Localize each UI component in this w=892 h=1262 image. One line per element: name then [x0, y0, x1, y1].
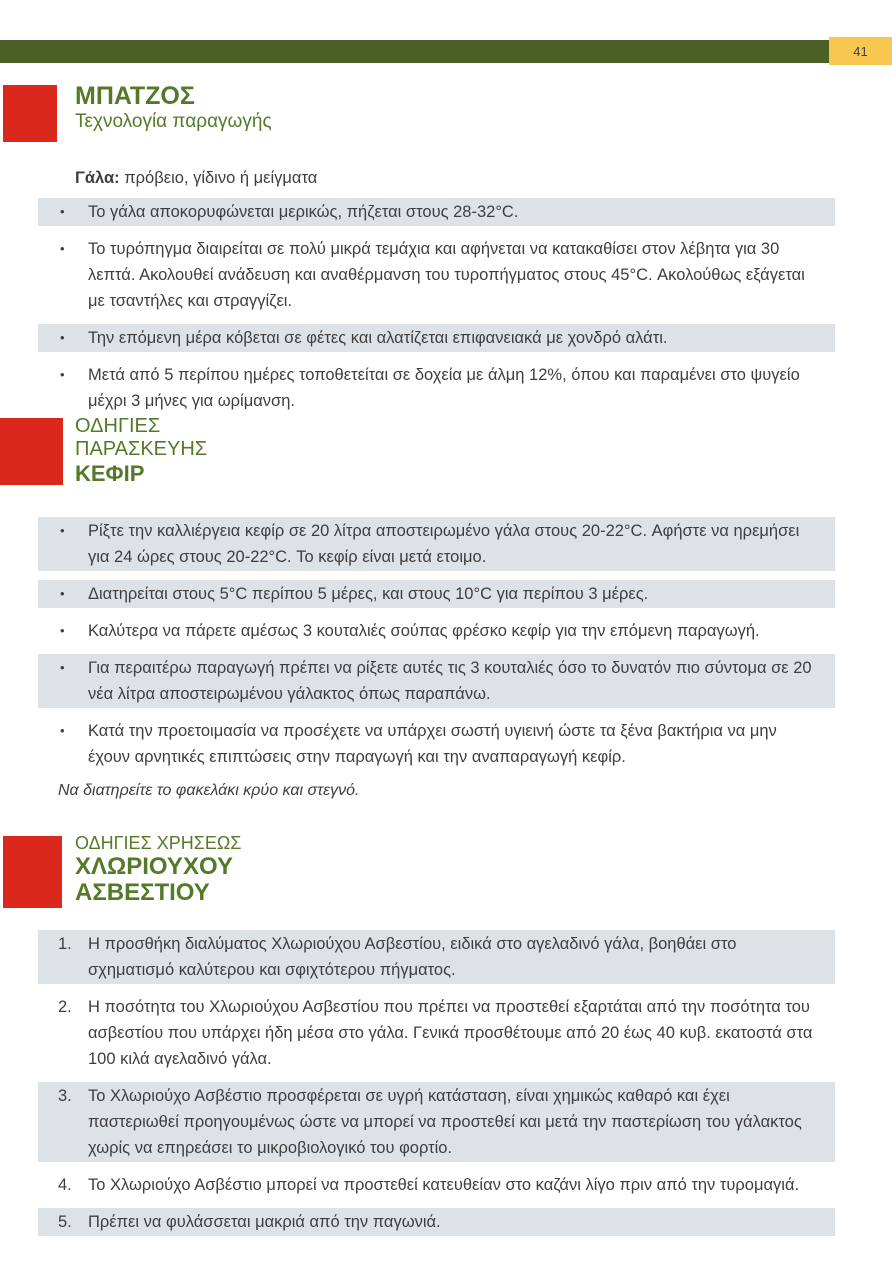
list-item: [38, 617, 835, 645]
bullet-icon: •: [60, 623, 65, 638]
list-item-text: Την επόμενη μέρα κόβεται σε φέτες και αλατίζεται επιφανειακά με χονδρό αλάτι.: [88, 329, 668, 347]
item-number: 3.: [58, 1087, 72, 1105]
list-item-text: Ρίξτε την καλλιέργεια κεφίρ σε 20 λίτρα αποστειρωμένο γάλα στους 20-22°C. Αφήστε να ηρεμήσει για 24 ώρες στους 20-22°C. Το κεφίρ είναι μετά ετοιμο.: [88, 522, 800, 566]
bullet-icon: •: [60, 660, 65, 675]
section-header-calcium-chloride: [3, 833, 242, 908]
section-title-line: ΟΔΗΓΙΕΣ: [75, 415, 161, 437]
keep-sachet-note: Να διατηρείτε το φακελάκι κρύο και στεγνό.: [58, 782, 360, 799]
section-title-line: ΧΛΩΡΙΟΥΧΟΥ: [75, 853, 233, 880]
list-item-text: Για περαιτέρω παραγωγή πρέπει να ρίξετε αυτές τις 3 κουταλιές όσο το δυνατόν πιο σύντομα σε 20 νέα λίτρα αποστειρωμένου γάλακτος όπως παραπάνω.: [88, 659, 812, 703]
kefir-step-list: [38, 517, 835, 771]
section-title-block: [75, 833, 241, 906]
list-item-text: Καλύτερα να πάρετε αμέσως 3 κουταλιές σούπας φρέσκο κεφίρ για την επόμενη παραγωγή.: [88, 622, 760, 640]
bullet-icon: •: [60, 586, 65, 601]
header-bar: [0, 40, 829, 63]
section-marker-square: [3, 85, 57, 142]
list-item-text: Το Χλωριούχο Ασβέστιο μπορεί να προστεθεί κατευθείαν στο καζάνι λίγο πριν από την τυρομαγιά.: [88, 1176, 800, 1194]
section-title-block: [75, 415, 207, 486]
item-number: 5.: [58, 1213, 72, 1231]
bullet-icon: •: [60, 723, 65, 738]
list-item: [38, 198, 835, 226]
bullet-icon: •: [60, 204, 65, 219]
milk-label: Γάλα:: [75, 169, 120, 187]
list-item: [38, 930, 835, 984]
list-item: [38, 1171, 835, 1199]
list-item-text: Διατηρείται στους 5°C περίπου 5 μέρες, και στους 10°C για περίπου 3 μέρες.: [88, 585, 649, 603]
list-item-text: Το τυρόπηγμα διαιρείται σε πολύ μικρά τεμάχια και αφήνεται να κατακαθίσει στον λέβητα για 30 λεπτά. Ακολουθεί ανάδευση και αναθέρμανση του τυροπήγματος στους 45°C. Ακολούθως εξάγεται με τσαντήλες και στραγγίζει.: [88, 240, 805, 310]
section-header-kefir: [0, 415, 208, 486]
list-item: [38, 517, 835, 571]
list-item: [38, 235, 835, 315]
section-subtitle: Τεχνολογία παραγωγής: [75, 111, 272, 132]
bullet-icon: •: [60, 367, 65, 382]
milk-value: πρόβειο, γίδινο ή μείγματα: [124, 169, 318, 187]
page-number: 41: [853, 43, 868, 59]
section-header-batzos: [3, 82, 272, 142]
item-number: 2.: [58, 998, 72, 1016]
list-item-text: Πρέπει να φυλάσσεται μακριά από την παγωνιά.: [88, 1213, 441, 1231]
list-item-text: Μετά από 5 περίπου ημέρες τοποθετείται σε δοχεία με άλμη 12%, όπου και παραμένει στο ψυγείο μέχρι 3 μήνες για ωρίμανση.: [88, 366, 800, 410]
section-title-block: [75, 83, 272, 134]
list-item: [38, 361, 835, 415]
list-item: [38, 580, 835, 608]
calcium-chloride-instruction-list: [38, 930, 835, 1236]
section-title: ΜΠΑΤΖΟΣ: [75, 82, 195, 110]
section-title-line: ΟΔΗΓΙΕΣ ΧΡΗΣΕΩΣ: [75, 833, 242, 853]
bullet-icon: •: [60, 523, 65, 538]
list-item: [38, 717, 835, 771]
item-number: 1.: [58, 935, 72, 953]
section-marker-square: [0, 418, 63, 485]
section-title-line: ΑΣΒΕΣΤΙΟΥ: [75, 879, 210, 906]
section-title-line: ΠΑΡΑΣΚΕΥΗΣ: [75, 438, 208, 460]
list-item: [38, 1082, 835, 1162]
list-item: [38, 654, 835, 708]
list-item-text: Το γάλα αποκορυφώνεται μερικώς, πήζεται στους 28-32°C.: [88, 203, 519, 221]
bullet-icon: •: [60, 330, 65, 345]
list-item: [38, 324, 835, 352]
list-item-text: Το Χλωριούχο Ασβέστιο προσφέρεται σε υγρή κατάσταση, είναι χημικώς καθαρό και έχει παστεριωθεί προηγουμένως ώστε να μπορεί να προστεθεί και μετά την παστερίωση του γάλακτος χωρίς να επηρεάσει το μικροβιολογικό του φορτίο.: [88, 1087, 802, 1157]
list-item-text: Η ποσότητα του Χλωριούχου Ασβεστίου που πρέπει να προστεθεί εξαρτάται από την ποσότητα του ασβεστίου που υπάρχει ήδη μέσα στο γάλα. Γενικά προσθέτουμε από 20 έως 40 κυβ. εκατοστά στα 100 κιλά αγελαδινό γάλα.: [88, 998, 813, 1068]
milk-type-line: [75, 166, 317, 190]
list-item-text: Η προσθήκη διαλύματος Χλωριούχου Ασβεστίου, ειδικά στο αγελαδινό γάλα, βοηθάει στο σχηματισμό καλύτερου και σφιχτότερου πήγματος.: [88, 935, 737, 979]
batzos-step-list: [38, 198, 835, 415]
section-title-line: ΚΕΦΙΡ: [75, 461, 145, 486]
bullet-icon: •: [60, 241, 65, 256]
section-marker-square: [3, 836, 62, 908]
page-number-badge: [829, 37, 892, 65]
list-item: [38, 1208, 835, 1236]
item-number: 4.: [58, 1176, 72, 1194]
list-item: [38, 993, 835, 1073]
list-item-text: Κατά την προετοιμασία να προσέχετε να υπάρχει σωστή υγιεινή ώστε τα ξένα βακτήρια να μην έχουν αρνητικές επιπτώσεις στην παραγωγή και την αναπαραγωγή κεφίρ.: [88, 722, 777, 766]
